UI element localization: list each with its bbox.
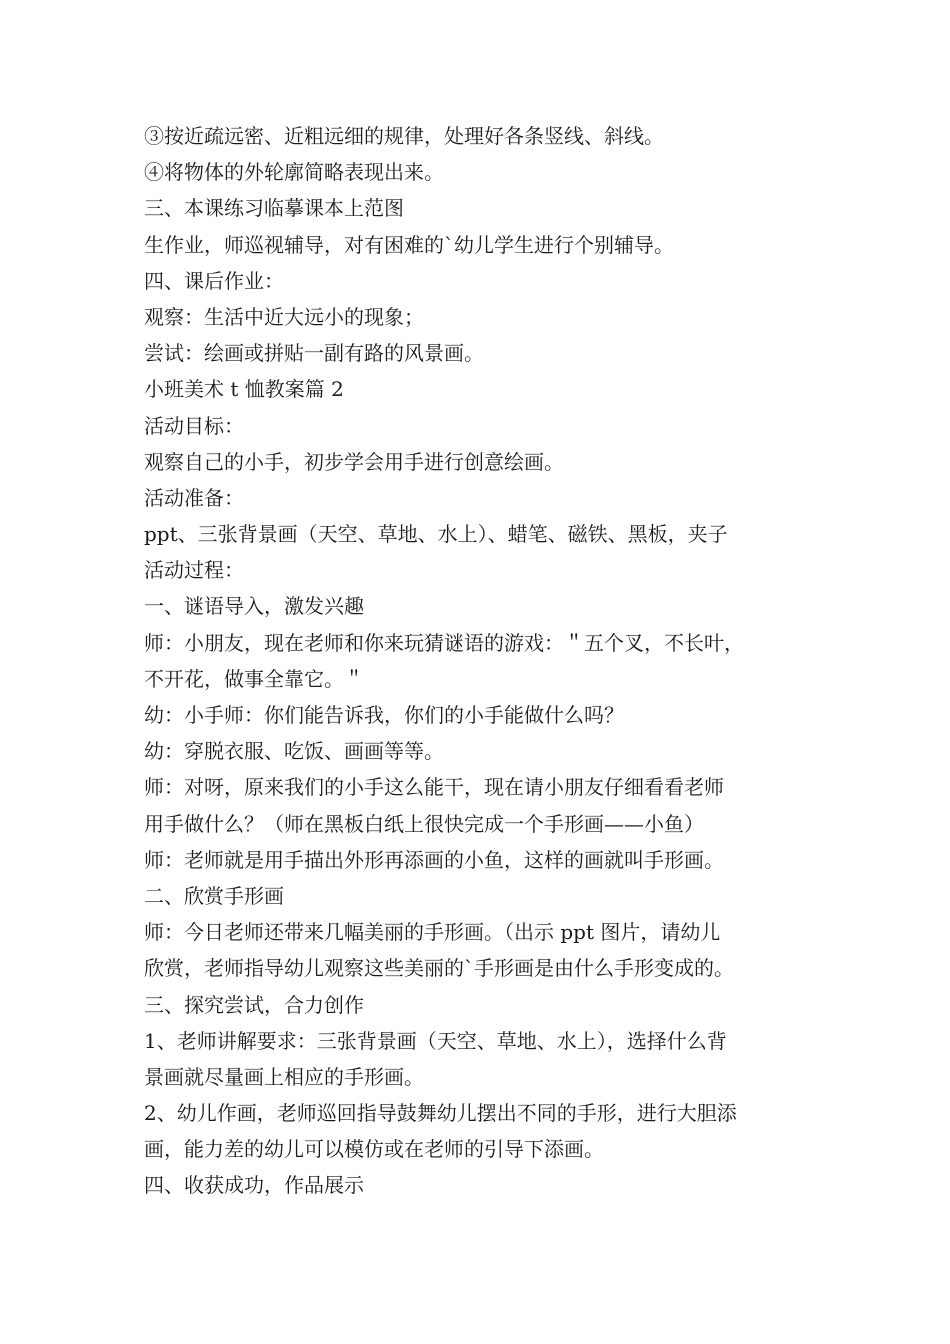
section-heading: 四、收获成功，作品展示: [144, 1173, 364, 1198]
text-line: 师：对呀，原来我们的小手这么能干，现在请小朋友仔细看看老师: [144, 775, 724, 800]
text-line: 生作业，师巡视辅导，对有困难的`幼儿学生进行个别辅导。: [144, 232, 674, 257]
text-line: 尝试：绘画或拼贴一副有路的风景画。: [144, 341, 484, 366]
text-line: 幼：穿脱衣服、吃饭、画画等等。: [144, 739, 444, 764]
text-line: ④将物体的外轮廓简略表现出来。: [144, 160, 444, 185]
article-title: 小班美术 t 恤教案篇 2: [144, 377, 344, 402]
text-line: 2、幼儿作画，老师巡回指导鼓舞幼儿摆出不同的手形，进行大胆添: [144, 1101, 737, 1126]
section-heading: 三、本课练习临摹课本上范图: [144, 196, 404, 221]
text-line: 画，能力差的幼儿可以模仿或在老师的引导下添画。: [144, 1137, 604, 1162]
text-line: 景画就尽量画上相应的手形画。: [144, 1064, 424, 1089]
text-line: 不开花，做事全靠它。＂: [144, 666, 364, 691]
text-line: 幼：小手师：你们能告诉我，你们的小手能做什么吗？: [144, 703, 624, 727]
text-line: 用手做什么？（师在黑板白纸上很快完成一个手形画——小鱼）: [144, 811, 704, 836]
text-line: 师：小朋友，现在老师和你来玩猜谜语的游戏：＂五个叉，不长叶，: [144, 630, 744, 655]
text-line: ppt、三张背景画（天空、草地、水上）、蜡笔、磁铁、黑板，夹子: [144, 522, 728, 547]
text-line: 欣赏，老师指导幼儿观察这些美丽的`手形画是由什么手形变成的。: [144, 956, 734, 981]
section-heading: 三、探究尝试，合力创作: [144, 992, 364, 1017]
section-heading: 活动目标：: [144, 413, 244, 438]
section-heading: 四、课后作业：: [144, 268, 284, 293]
text-line: 1、老师讲解要求：三张背景画（天空、草地、水上），选择什么背: [144, 1028, 727, 1053]
section-heading: 活动过程：: [144, 558, 244, 583]
text-line: 观察：生活中近大远小的现象；: [144, 304, 424, 329]
text-line: 师：今日老师还带来几幅美丽的手形画。（出示 ppt 图片，请幼儿: [144, 920, 721, 945]
section-heading: 一、谜语导入，激发兴趣: [144, 594, 364, 619]
section-heading: 活动准备：: [144, 485, 244, 510]
text-line: 观察自己的小手，初步学会用手进行创意绘画。: [144, 449, 564, 474]
section-heading: 二、欣赏手形画: [144, 883, 284, 908]
text-line: ③按近疏远密、近粗远细的规律，处理好各条竖线、斜线。: [144, 124, 664, 148]
document-body: [144, 118, 834, 1204]
text-line: 师：老师就是用手描出外形再添画的小鱼，这样的画就叫手形画。: [144, 847, 724, 872]
